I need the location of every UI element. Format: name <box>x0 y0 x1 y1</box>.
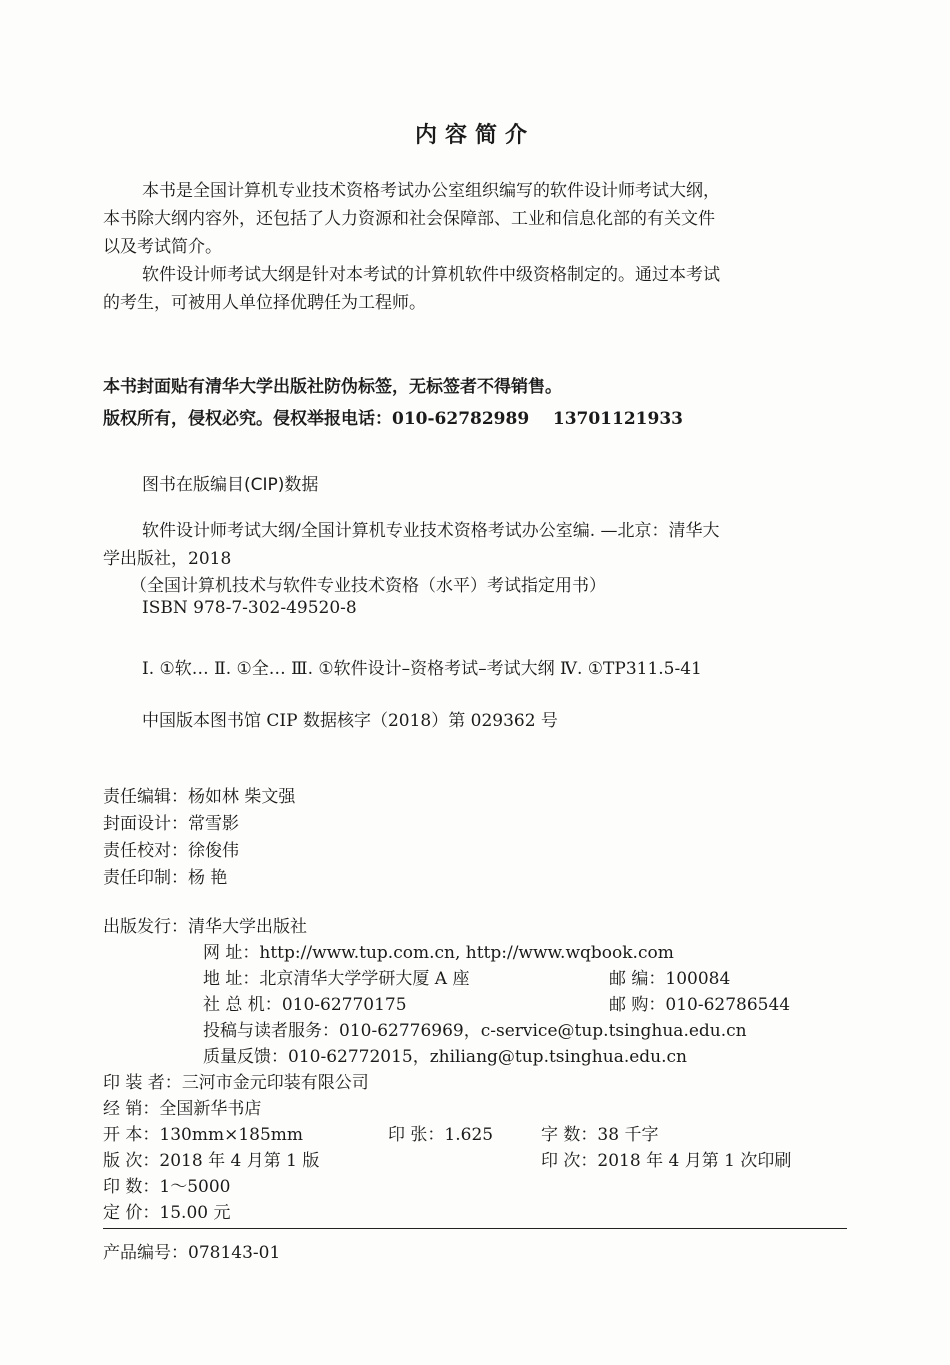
word-count-label: 字 数： <box>541 1125 598 1145</box>
website-row <box>203 938 674 963</box>
edition-label: 版 次： <box>103 1151 160 1171</box>
staff-row <box>103 836 239 861</box>
staff-label: 责任编辑： <box>103 787 188 807</box>
service-row <box>203 1016 747 1041</box>
staff-row <box>103 782 295 807</box>
intro-p1-l1: 本书是全国计算机专业技术资格考试办公室组织编写的软件设计师考试大纲， <box>142 181 720 201</box>
product-code-row <box>103 1238 280 1263</box>
price: 15.00 元 <box>159 1203 231 1223</box>
publisher-row <box>103 912 307 937</box>
printer-label: 印 装 者： <box>103 1073 182 1093</box>
address: 北京清华大学学研大厦 A 座 <box>259 969 470 989</box>
printer-row <box>103 1068 369 1093</box>
format-label: 开 本： <box>103 1125 160 1145</box>
page-title: 内容简介 <box>414 123 535 148</box>
cip-line-2: 学出版社，2018 <box>103 549 232 569</box>
sheets: 1.625 <box>444 1125 494 1145</box>
switchboard-row <box>203 990 407 1015</box>
mail-order-label: 邮 购： <box>609 995 666 1015</box>
price-label: 定 价： <box>103 1203 160 1223</box>
service-label: 投稿与读者服务： <box>203 1021 339 1041</box>
format: 130mm×185mm <box>159 1125 304 1145</box>
quality-label: 质量反馈： <box>203 1047 288 1067</box>
staff-value: 杨 艳 <box>188 868 228 888</box>
copies-row <box>103 1172 231 1197</box>
staff-value: 徐俊伟 <box>188 841 239 861</box>
staff-value: 杨如林 柴文强 <box>188 787 296 807</box>
quality: 010-62772015，zhiliang@tup.tsinghua.edu.cn <box>288 1047 687 1067</box>
cip-heading: 图书在版编目(CIP)数据 <box>142 475 319 495</box>
mail-order-row <box>609 990 790 1015</box>
staff-label: 责任校对： <box>103 841 188 861</box>
staff-row <box>103 809 239 834</box>
website: http://www.tup.com.cn, http://www.wqbook.com <box>259 943 674 963</box>
postcode: 100084 <box>665 969 731 989</box>
switchboard-label: 社 总 机： <box>203 995 282 1015</box>
staff-row <box>103 863 227 888</box>
intro-p1-l3: 以及考试简介。 <box>103 237 222 257</box>
address-label: 地 址： <box>203 969 260 989</box>
cip-line-1: 软件设计师考试大纲/全国计算机专业技术资格考试办公室编. —北京：清华大 <box>142 521 720 541</box>
edition-row <box>103 1146 319 1171</box>
postcode-label: 邮 编： <box>609 969 666 989</box>
quality-row <box>203 1042 687 1067</box>
sheets-row <box>388 1120 493 1145</box>
staff-label: 封面设计： <box>103 814 188 834</box>
distributor-label: 经 销： <box>103 1099 160 1119</box>
service: 010-62776969，c-service@tup.tsinghua.edu.cn <box>339 1021 747 1041</box>
sheets-label: 印 张： <box>388 1125 445 1145</box>
product-code-label: 产品编号： <box>103 1243 188 1263</box>
staff-label: 责任印制： <box>103 868 188 888</box>
address-row <box>203 964 470 989</box>
printing: 2018 年 4 月第 1 次印刷 <box>597 1151 792 1171</box>
copyright-notice <box>103 404 683 429</box>
word-count-row <box>541 1120 658 1145</box>
report-phone-2: 13701121933 <box>552 409 683 429</box>
printing-row <box>541 1146 791 1171</box>
intro-p2-l1: 软件设计师考试大纲是针对本考试的计算机软件中级资格制定的。通过本考试 <box>142 265 720 285</box>
copies-label: 印 数： <box>103 1177 160 1197</box>
switchboard: 010-62770175 <box>281 995 407 1015</box>
isbn: ISBN 978-7-302-49520-8 <box>142 598 357 618</box>
cip-line-3: （全国计算机技术与软件专业技术资格（水平）考试指定用书） <box>130 576 606 596</box>
distributor: 全国新华书店 <box>159 1099 262 1119</box>
product-code: 078143-01 <box>188 1243 281 1263</box>
cip-number: 中国版本图书馆 CIP 数据核字（2018）第 029362 号 <box>142 711 558 731</box>
website-label: 网 址： <box>203 943 260 963</box>
format-row <box>103 1120 303 1145</box>
price-row <box>103 1198 230 1223</box>
intro-p2-l2: 的考生，可被用人单位择优聘任为工程师。 <box>103 293 426 313</box>
divider-line <box>103 1228 847 1229</box>
report-phone-1: 010-62782989 <box>392 409 530 429</box>
mail-order: 010-62786544 <box>665 995 791 1015</box>
printing-label: 印 次： <box>541 1151 598 1171</box>
edition: 2018 年 4 月第 1 版 <box>159 1151 320 1171</box>
intro-p1-l2: 本书除大纲内容外，还包括了人力资源和社会保障部、工业和信息化部的有关文件 <box>103 209 715 229</box>
staff-value: 常雪影 <box>188 814 239 834</box>
cip-classification: Ⅰ. ①软… Ⅱ. ①全… Ⅲ. ①软件设计–资格考试–考试大纲 Ⅳ. ①TP311.5-41 <box>142 659 702 679</box>
word-count: 38 千字 <box>597 1125 659 1145</box>
distributor-row <box>103 1094 261 1119</box>
publisher-name: 清华大学出版社 <box>188 917 307 937</box>
anti-fake-notice: 本书封面贴有清华大学出版社防伪标签，无标签者不得销售。 <box>103 377 562 397</box>
copyright-text: 版权所有，侵权必究。侵权举报电话： <box>103 409 392 429</box>
publisher-label: 出版发行： <box>103 917 188 937</box>
copies: 1～5000 <box>159 1177 231 1197</box>
postcode-row <box>609 964 730 989</box>
printer: 三河市金元印装有限公司 <box>181 1073 369 1093</box>
